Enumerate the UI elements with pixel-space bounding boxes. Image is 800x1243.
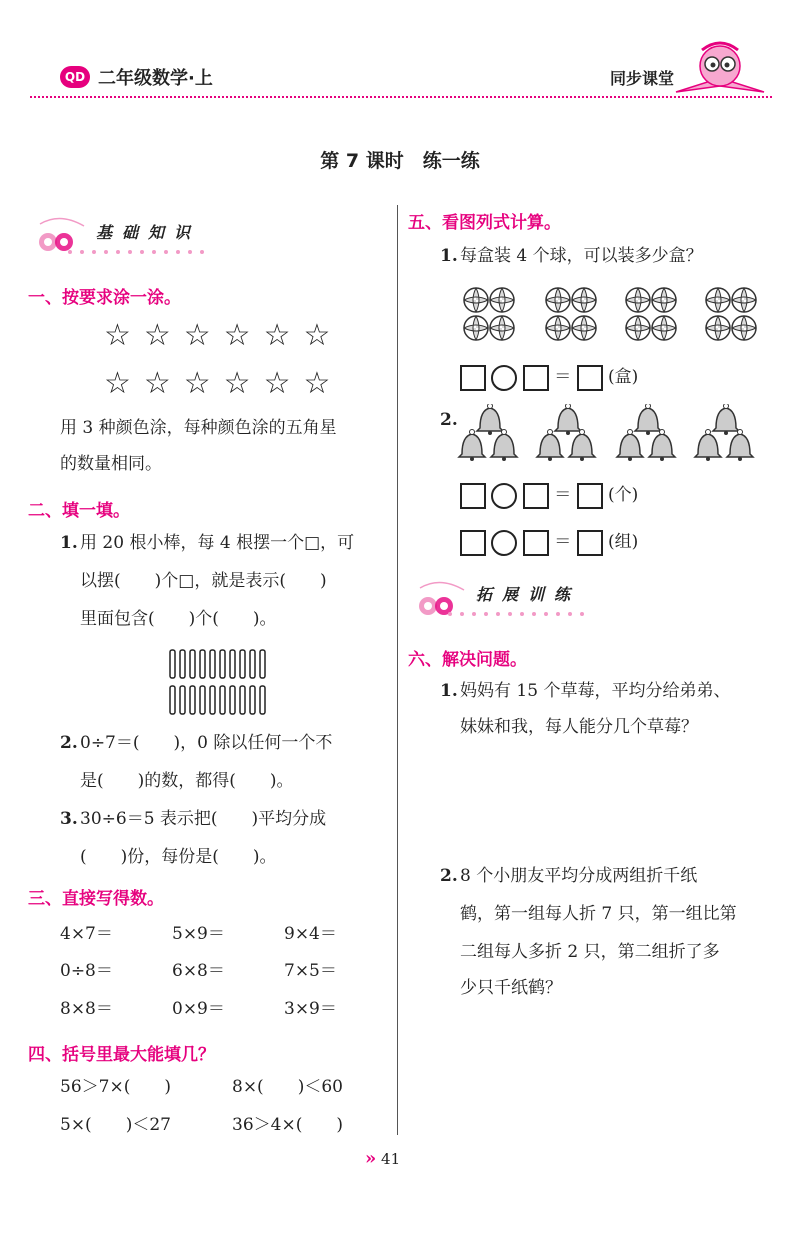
- calc-item: 3×9＝: [284, 999, 337, 1019]
- mascot-icon: [672, 34, 768, 98]
- q-number: 3.: [60, 809, 78, 829]
- sec6-q2-line4: 少只千纸鹤？: [460, 978, 562, 998]
- q-number: 2.: [60, 733, 78, 753]
- answer-box[interactable]: [523, 365, 549, 391]
- header-divider: [30, 96, 772, 98]
- equals-sign: ＝: [554, 485, 572, 505]
- bells-illustration: [456, 404, 776, 466]
- calc-item: 4×7＝: [60, 924, 113, 944]
- calc-item: 9×4＝: [284, 924, 337, 944]
- equation-row-2: [460, 480, 638, 509]
- calc-item: 8×8＝: [60, 999, 113, 1019]
- sec6-q1-line1: 妈妈有 15 个草莓，平均分给弟弟、: [460, 681, 731, 701]
- answer-box[interactable]: [460, 483, 486, 509]
- sec6-q2-line1: 8 个小朋友平均分成两组折千纸: [460, 866, 698, 886]
- unit-label: (盒): [608, 367, 639, 387]
- answer-box[interactable]: [460, 365, 486, 391]
- sec2-q1-line3: 里面包含( )个( )。: [80, 609, 277, 629]
- section-1-title: 一、按要求涂一涂。: [28, 288, 181, 308]
- answer-box[interactable]: [460, 530, 486, 556]
- section-4-title: 四、括号里最大能填几？: [28, 1045, 215, 1065]
- equation-row-3: [460, 527, 638, 556]
- sec6-q2-line2: 鹤，第一组每人折 7 只，第一组比第: [460, 904, 737, 924]
- stars-row-2: ☆☆☆☆☆☆: [104, 366, 344, 401]
- sec2-q3-line1: 30÷6＝5 表示把( )平均分成: [80, 809, 327, 829]
- q-number: 1.: [60, 533, 78, 553]
- banner-dots: [60, 248, 220, 256]
- basic-knowledge-banner: 基础知识: [96, 223, 201, 242]
- column-divider: [397, 205, 398, 1135]
- book-title: 二年级数学·上: [98, 68, 213, 89]
- calc-item: 6×8＝: [172, 961, 225, 981]
- sec2-q1-line1: 用 20 根小棒，每 4 根摆一个□，可: [80, 533, 355, 553]
- fill-item: 56＞7×( ): [60, 1077, 171, 1097]
- calc-item: 5×9＝: [172, 924, 225, 944]
- balls-illustration: [462, 284, 762, 346]
- equals-sign: ＝: [554, 367, 572, 387]
- section-6-title: 六、解决问题。: [408, 650, 527, 670]
- section-2-title: 二、填一填。: [28, 501, 130, 521]
- fill-item: 5×( )＜27: [60, 1115, 171, 1135]
- page-number: 41: [381, 1150, 401, 1168]
- sec2-q2-line2: 是( )的数，都得( )。: [80, 771, 294, 791]
- banner-dots: [440, 610, 600, 618]
- section-5-title: 五、看图列式计算。: [408, 213, 561, 233]
- operator-circle[interactable]: [491, 483, 517, 509]
- equation-row-1: [460, 362, 638, 391]
- series-title: 同步课堂: [610, 69, 675, 88]
- stars-row-1: ☆☆☆☆☆☆: [104, 318, 344, 353]
- answer-box[interactable]: [523, 530, 549, 556]
- sec6-q1-line2: 妹妹和我，每人能分几个草莓？: [460, 717, 698, 737]
- equals-sign: ＝: [554, 532, 572, 552]
- page-footer: [365, 1148, 400, 1169]
- extension-training-banner: 拓展训练: [476, 585, 581, 604]
- q-number: 1.: [440, 246, 458, 266]
- answer-box[interactable]: [577, 483, 603, 509]
- unit-label: (组): [608, 532, 639, 552]
- calc-item: 0×9＝: [172, 999, 225, 1019]
- calc-item: 7×5＝: [284, 961, 337, 981]
- calc-item: 0÷8＝: [60, 961, 113, 981]
- sec1-text-line2: 的数量相同。: [60, 454, 162, 474]
- sec1-text-line1: 用 3 种颜色涂，每种颜色涂的五角星: [60, 418, 337, 438]
- unit-label: (个): [608, 485, 639, 505]
- sticks-illustration: [168, 648, 278, 718]
- sec5-q1-text: 每盒装 4 个球，可以装多少盒？: [460, 246, 703, 266]
- sec6-q2-line3: 二组每人多折 2 只，第二组折了多: [460, 942, 720, 962]
- sec2-q3-line2: ( )份，每份是( )。: [80, 847, 277, 867]
- section-3-title: 三、直接写得数。: [28, 889, 164, 909]
- q-number: 1.: [440, 681, 458, 701]
- qd-badge: QD: [60, 66, 90, 88]
- sec2-q1-line2: 以摆( )个□，就是表示( ): [80, 571, 327, 591]
- fill-item: 36＞4×( ): [232, 1115, 343, 1135]
- q-number: 2.: [440, 866, 458, 886]
- double-chevron-icon: »: [365, 1148, 377, 1169]
- operator-circle[interactable]: [491, 530, 517, 556]
- answer-box[interactable]: [577, 530, 603, 556]
- sec2-q2-line1: 0÷7＝( )，0 除以任何一个不: [80, 733, 333, 753]
- lesson-title: 第 7 课时 练一练: [320, 150, 480, 172]
- answer-box[interactable]: [523, 483, 549, 509]
- operator-circle[interactable]: [491, 365, 517, 391]
- q-number: 2.: [440, 410, 458, 430]
- fill-item: 8×( )＜60: [232, 1077, 343, 1097]
- answer-box[interactable]: [577, 365, 603, 391]
